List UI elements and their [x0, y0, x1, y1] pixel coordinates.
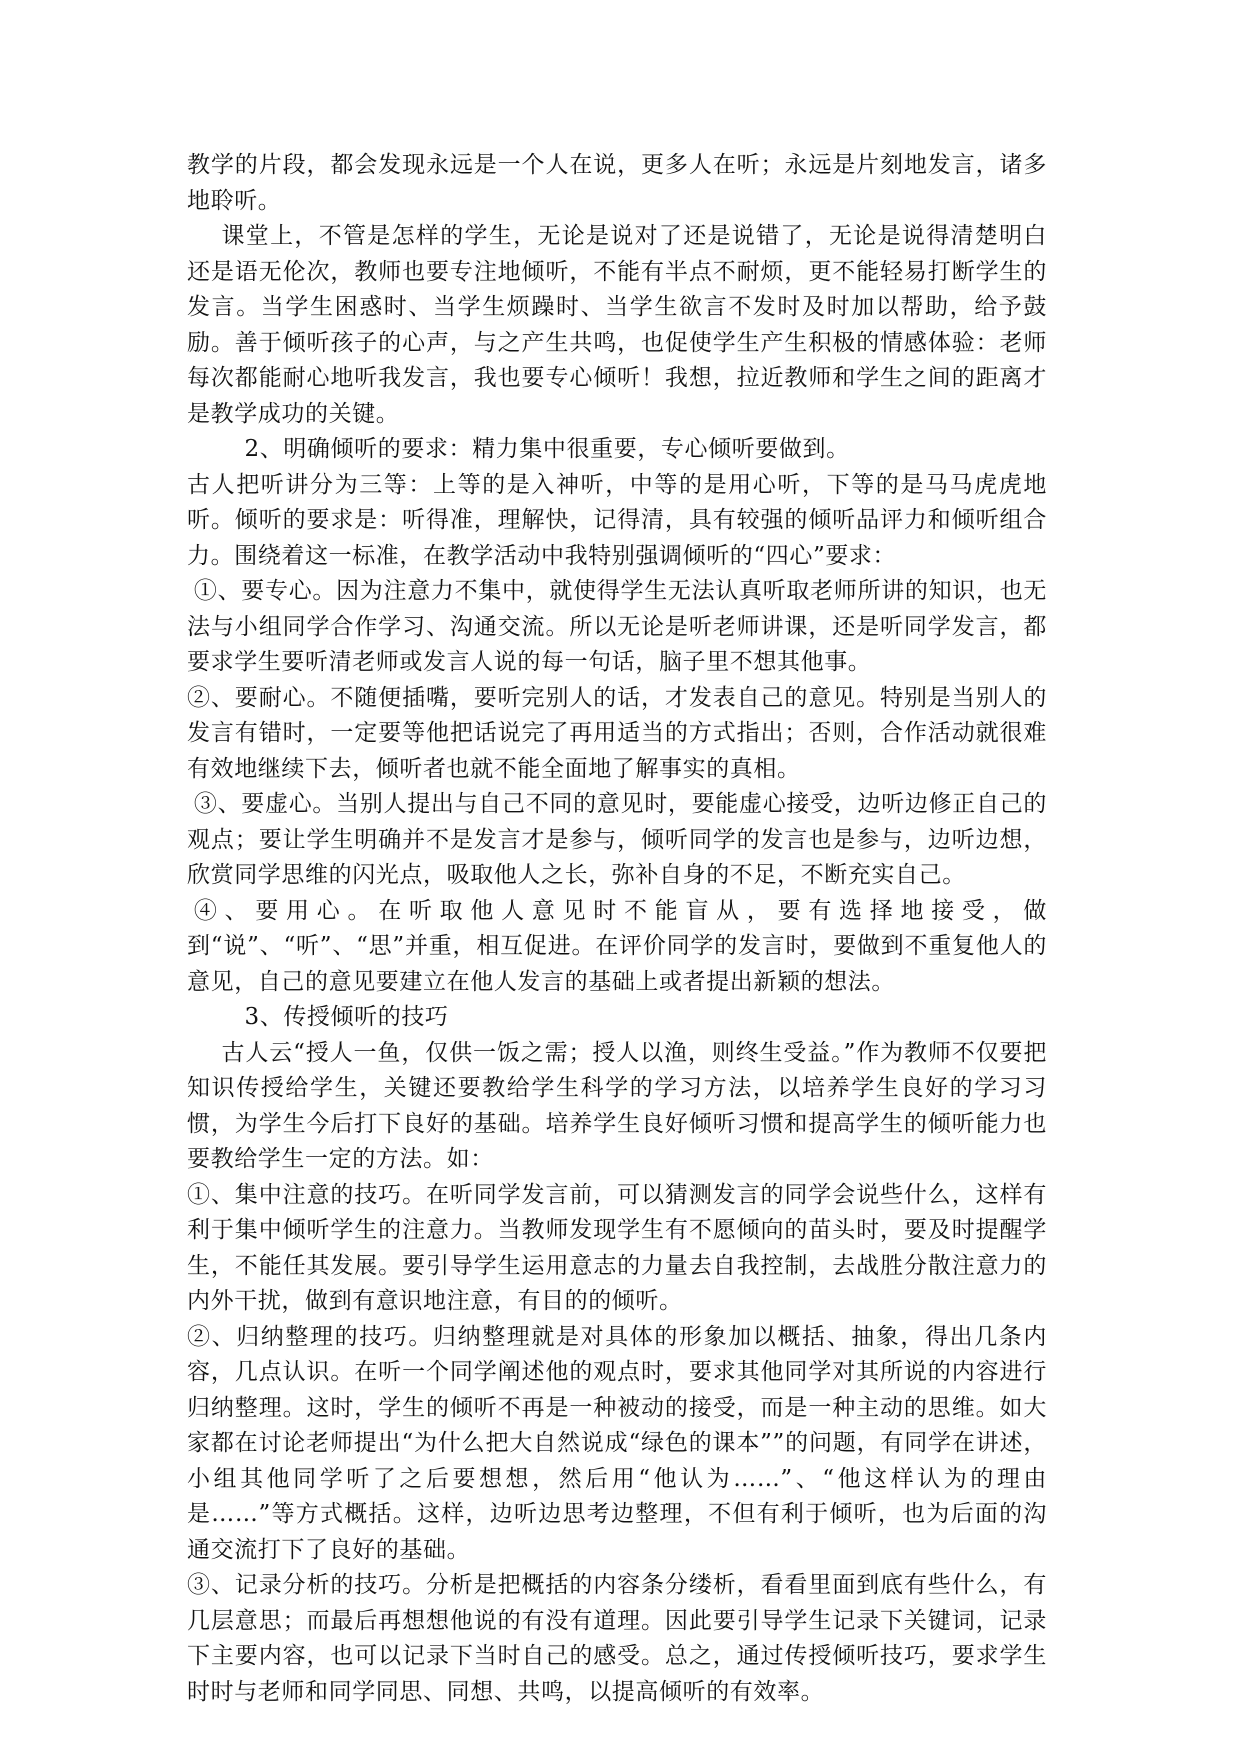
section-heading-3: 3、传授倾听的技巧 [244, 1004, 449, 1030]
list-item-patience: ②、要耐心。不随便插嘴，要听完别人的话，才发表自己的意见。特别是当别人的发言有错时，一定要等他把话说完了再用适当的方式指出；否则，合作活动就很难有效地继续下去，倾听者也就不能全面地了解事实的真相。 [187, 684, 1047, 782]
paragraph-teaching-methods: 古人云“授人一鱼，仅供一饭之需；授人以渔，则终生受益。”作为教师不仅要把知识传授给学生，关键还要教给学生科学的学习方法，以培养学生良好的学习习惯，为学生今后打下良好的基础。培养学生良好倾听习惯和提高学生的倾听能力也要教给学生一定的方法。如： [187, 1039, 1047, 1172]
list-item-attentiveness: ④、要用心。在听取他人意见时不能盲从，要有选择地接受，做到“说”、“听”、“思”并重，相互促进。在评价同学的发言时，要做到不重复他人的意见，自己的意见要建立在他人发言的基础上或者提出新颖的想法。 [187, 897, 1047, 995]
list-item-recording-skill: ③、记录分析的技巧。分析是把概括的内容条分缕析，看看里面到底有些什么，有几层意思；而最后再想想他说的有没有道理。因此要引导学生记录下关键词，记录下主要内容，也可以记录下当时自己的感受。总之，通过传授倾听技巧，要求学生时时与老师和同学同思、同想、共鸣，以提高倾听的有效率。 [187, 1572, 1047, 1705]
document-body [187, 148, 1047, 1710]
paragraph-classroom-listening: 课堂上，不管是怎样的学生，无论是说对了还是说错了，无论是说得清楚明白还是语无伦次，教师也要专注地倾听，不能有半点不耐烦，更不能轻易打断学生的发言。当学生困惑时、当学生烦躁时、当学生欲言不发时及时加以帮助，给予鼓励。善于倾听孩子的心声，与之产生共鸣，也促使学生产生积极的情感体验：老师每次都能耐心地听我发言，我也要专心倾听！我想，拉近教师和学生之间的距离才是教学成功的关键。 [187, 223, 1047, 427]
list-item-concentration-skill: ①、集中注意的技巧。在听同学发言前，可以猜测发言的同学会说些什么，这样有利于集中倾听学生的注意力。当教师发现学生有不愿倾向的苗头时，要及时提醒学生，不能任其发展。要引导学生运用意志的力量去自我控制，去战胜分散注意力的内外干扰，做到有意识地注意，有目的的倾听。 [187, 1181, 1047, 1314]
list-item-humility: ③、要虚心。当别人提出与自己不同的意见时，要能虚心接受，边听边修正自己的观点；要让学生明确并不是发言才是参与，倾听同学的发言也是参与，边听边想，欣赏同学思维的闪光点，吸取他人之长，弥补自身的不足，不断充实自己。 [187, 791, 1047, 888]
paragraph-listening-levels: 古人把听讲分为三等：上等的是入神听，中等的是用心听，下等的是马马虎虎地听。倾听的要求是：听得准，理解快，记得清，具有较强的倾听品评力和倾听组合力。围绕着这一标准，在教学活动中我特别强调倾听的“四心”要求： [187, 471, 1047, 569]
list-item-focus: ①、要专心。因为注意力不集中，就使得学生无法认真听取老师所讲的知识，也无法与小组同学合作学习、沟通交流。所以无论是听老师讲课，还是听同学发言，都要求学生要听清老师或发言人说的每一句话，脑子里不想其他事。 [187, 578, 1047, 675]
paragraph-continuation: 教学的片段，都会发现永远是一个人在说，更多人在听；永远是片刻地发言，诸多地聆听。 [187, 152, 1047, 214]
section-heading-2: 2、明确倾听的要求：精力集中很重要，专心倾听要做到。 [244, 436, 850, 462]
list-item-summarizing-skill: ②、归纳整理的技巧。归纳整理就是对具体的形象加以概括、抽象，得出几条内容，几点认识。在听一个同学阐述他的观点时，要求其他同学对其所说的内容进行归纳整理。这时，学生的倾听不再是一种被动的接受，而是一种主动的思维。如大家都在讨论老师提出“为什么把大自然说成“绿色的课本””的问题，有同学在讲述，小组其他同学听了之后要想想，然后用“他认为……”、“他这样认为的理由是……”等方式概括。这样，边听边思考边整理，不但有利于倾听，也为后面的沟通交流打下了良好的基础。 [187, 1323, 1047, 1563]
